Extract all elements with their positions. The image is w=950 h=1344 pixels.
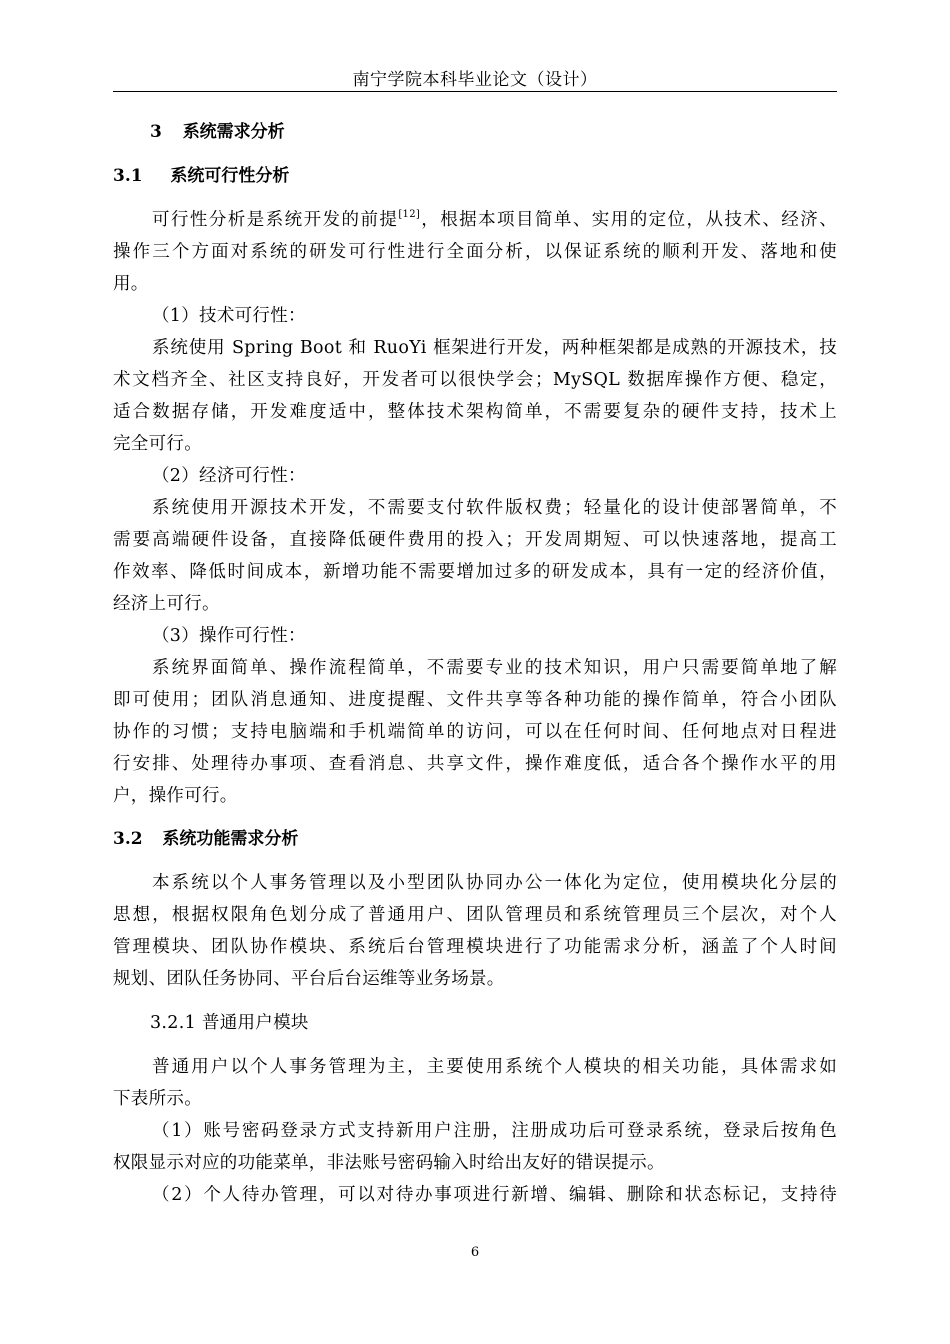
paragraph-line: 系统使用 Spring Boot 和 RuoYi 框架进行开发，两种框架都是成熟的开源技术，技: [152, 338, 837, 358]
header-rule: [113, 91, 837, 92]
paragraph-line: 系统使用开源技术开发，不需要支付软件版权费；轻量化的设计使部署简单，不: [152, 498, 837, 518]
paragraph-line: 作效率、降低时间成本，新增功能不需要增加过多的研发成本，具有一定的经济价值，: [113, 562, 837, 582]
paragraph-line: 可行性分析是系统开发的前提[12]，根据本项目简单、实用的定位，从技术、经济、: [152, 209, 837, 230]
chapter-number: 3: [150, 122, 162, 142]
paragraph-line: 即可使用；团队消息通知、进度提醒、文件共享等各种功能的操作简单，符合小团队: [113, 690, 837, 710]
paragraph-line: （2）个人待办管理，可以对待办事项进行新增、编辑、删除和状态标记，支持待: [152, 1185, 837, 1205]
paragraph-line: 本系统以个人事务管理以及小型团队协同办公一体化为定位，使用模块化分层的: [152, 873, 837, 893]
paragraph-line: 思想，根据权限角色划分成了普通用户、团队管理员和系统管理员三个层次，对个人: [113, 905, 837, 925]
paragraph-line: 操作三个方面对系统的研发可行性进行全面分析，以保证系统的顺利开发、落地和使: [113, 242, 837, 262]
paragraph-line: 经济上可行。: [113, 594, 220, 614]
item-label: （1）技术可行性：: [152, 306, 306, 326]
section-number: 3.1: [113, 166, 143, 186]
paragraph-line: 普通用户以个人事务管理为主，主要使用系统个人模块的相关功能，具体需求如: [152, 1057, 837, 1077]
paragraph-line: 协作的习惯；支持电脑端和手机端简单的访问，可以在任何时间、任何地点对日程进: [113, 722, 837, 742]
running-header: 南宁学院本科毕业论文（设计）: [352, 70, 598, 90]
paragraph-line: 完全可行。: [113, 434, 202, 454]
paragraph-line: 管理模块、团队协作模块、系统后台管理模块进行了功能需求分析，涵盖了个人时间: [113, 937, 837, 957]
citation: [12]: [398, 209, 421, 221]
paragraph-line: 行安排、处理待办事项、查看消息、共享文件，操作难度低，适合各个操作水平的用: [113, 754, 837, 774]
chapter-heading: [150, 121, 285, 143]
paragraph-line: 需要高端硬件设备，直接降低硬件费用的投入；开发周期短、可以快速落地，提高工: [113, 530, 837, 550]
section-title: 系统功能需求分析: [162, 829, 299, 849]
section-number: 3.2: [113, 829, 143, 849]
paragraph-line: 权限显示对应的功能菜单，非法账号密码输入时给出友好的错误提示。: [113, 1153, 665, 1173]
paragraph-line: （1）账号密码登录方式支持新用户注册，注册成功后可登录系统，登录后按角色: [152, 1121, 837, 1141]
paragraph-line: 规划、团队任务协同、平台后台运维等业务场景。: [113, 969, 505, 989]
section-heading-3-2: [113, 828, 298, 850]
paragraph-line: 用。: [113, 274, 149, 294]
chapter-title: 系统需求分析: [182, 122, 285, 142]
section-title: 系统可行性分析: [170, 166, 290, 186]
paragraph-line: 下表所示。: [113, 1089, 202, 1109]
section-heading-3-1: [113, 165, 289, 187]
paragraph-line: 适合数据存储，开发难度适中，整体技术架构简单，不需要复杂的硬件支持，技术上: [113, 402, 837, 422]
item-label: （2）经济可行性：: [152, 466, 306, 486]
page-number: 6: [470, 1245, 480, 1260]
paragraph-line: 户，操作可行。: [113, 786, 238, 806]
paragraph-line: 系统界面简单、操作流程简单，不需要专业的技术知识，用户只需要简单地了解: [152, 658, 837, 678]
paragraph-line: 术文档齐全、社区支持良好，开发者可以很快学会；MySQL 数据库操作方便、稳定，: [113, 370, 837, 390]
subsection-heading-3-2-1: 3.2.1 普通用户模块: [150, 1013, 309, 1033]
item-label: （3）操作可行性：: [152, 626, 306, 646]
